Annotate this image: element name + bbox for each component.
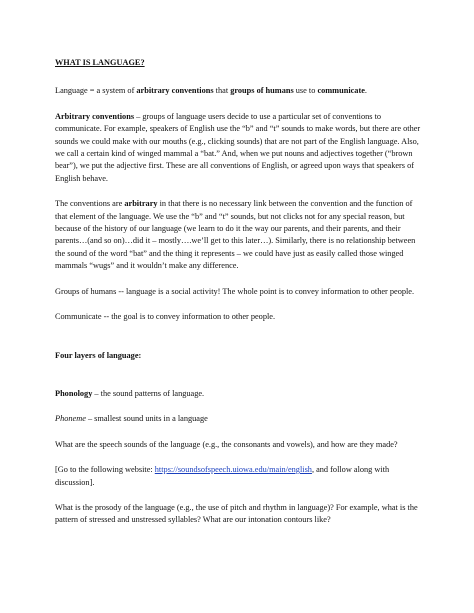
phoneme-paragraph [55, 413, 424, 425]
paragraph-lead: Arbitrary conventions [55, 111, 135, 121]
text: The conventions are [55, 199, 125, 209]
term-communicate: communicate [317, 86, 365, 96]
term-arbitrary-conventions: arbitrary conventions [136, 86, 214, 96]
definition-paragraph [55, 85, 424, 97]
speech-sounds-question: What are the speech sounds of the language (e.g., the consonants and vowels), and how are they made? [55, 439, 398, 449]
text: , and follow along with discussion]. [55, 465, 390, 487]
paragraph-body: – the sound patterns of language. [92, 388, 205, 398]
paragraph-body: – smallest sound units in a language [85, 414, 208, 424]
phonology-paragraph [55, 388, 424, 400]
website-paragraph [55, 464, 424, 489]
groups-of-humans-paragraph: Groups of humans -- language is a social activity! The whole point is to convey information to other people. [55, 286, 415, 296]
prosody-question: What is the prosody of the language (e.g., the use of pitch and rhythm in language)? For example, what is the pattern of stressed and unstressed syllables? What are our intonation contours like? [55, 502, 418, 525]
document-title: WHAT IS LANGUAGE? [55, 58, 145, 67]
text: Language = a system of [55, 86, 137, 96]
paragraph-body: in that there is no necessary link between the convention and the function of that element of the language. We use the “b” and “t” sounds, but not clicks not for any special reason, but because of the history of our language (we learn to do it the way our parents, and their parents, and their parents…(and so on)…did it – mostly….we’ll get to this later…). Similarly, there is no relationship between the sound of the word “bat” and the thing it represents – we could have just as easily called those winged mammals “wugs” and it wouldn’t make any difference. [55, 199, 416, 271]
text: that [213, 86, 231, 96]
text: [Go to the following website: [55, 465, 155, 475]
paragraph-lead: Phoneme [55, 414, 86, 424]
text: . [364, 86, 367, 96]
section-heading: Four layers of language: [55, 350, 142, 360]
communicate-paragraph: Communicate -- the goal is to convey information to other people. [55, 312, 276, 322]
paragraph-lead: Phonology [55, 388, 93, 398]
text: use to [293, 86, 318, 96]
term-arbitrary: arbitrary [124, 199, 158, 209]
sounds-of-speech-link[interactable]: https://soundsofspeech.uiowa.edu/main/english [154, 465, 312, 475]
term-groups-of-humans: groups of humans [230, 86, 294, 96]
arbitrary-paragraph [55, 198, 424, 272]
arbitrary-conventions-paragraph [55, 111, 424, 185]
paragraph-body: – groups of language users decide to use a particular set of conventions to communicate. For example, speakers of English use the “b” and “t” sounds to make words, but there are other sounds we could make with our mouths (e.g., clicking sounds) that are not part of the English language. Also, we call a certain kind of winged mammal a “bat.” And, when we put nouns and adjectives together (“brown bear”), we put the adjective first. These are all conventions of English, or agreed upon ways that speakers of English behave. [55, 111, 421, 183]
